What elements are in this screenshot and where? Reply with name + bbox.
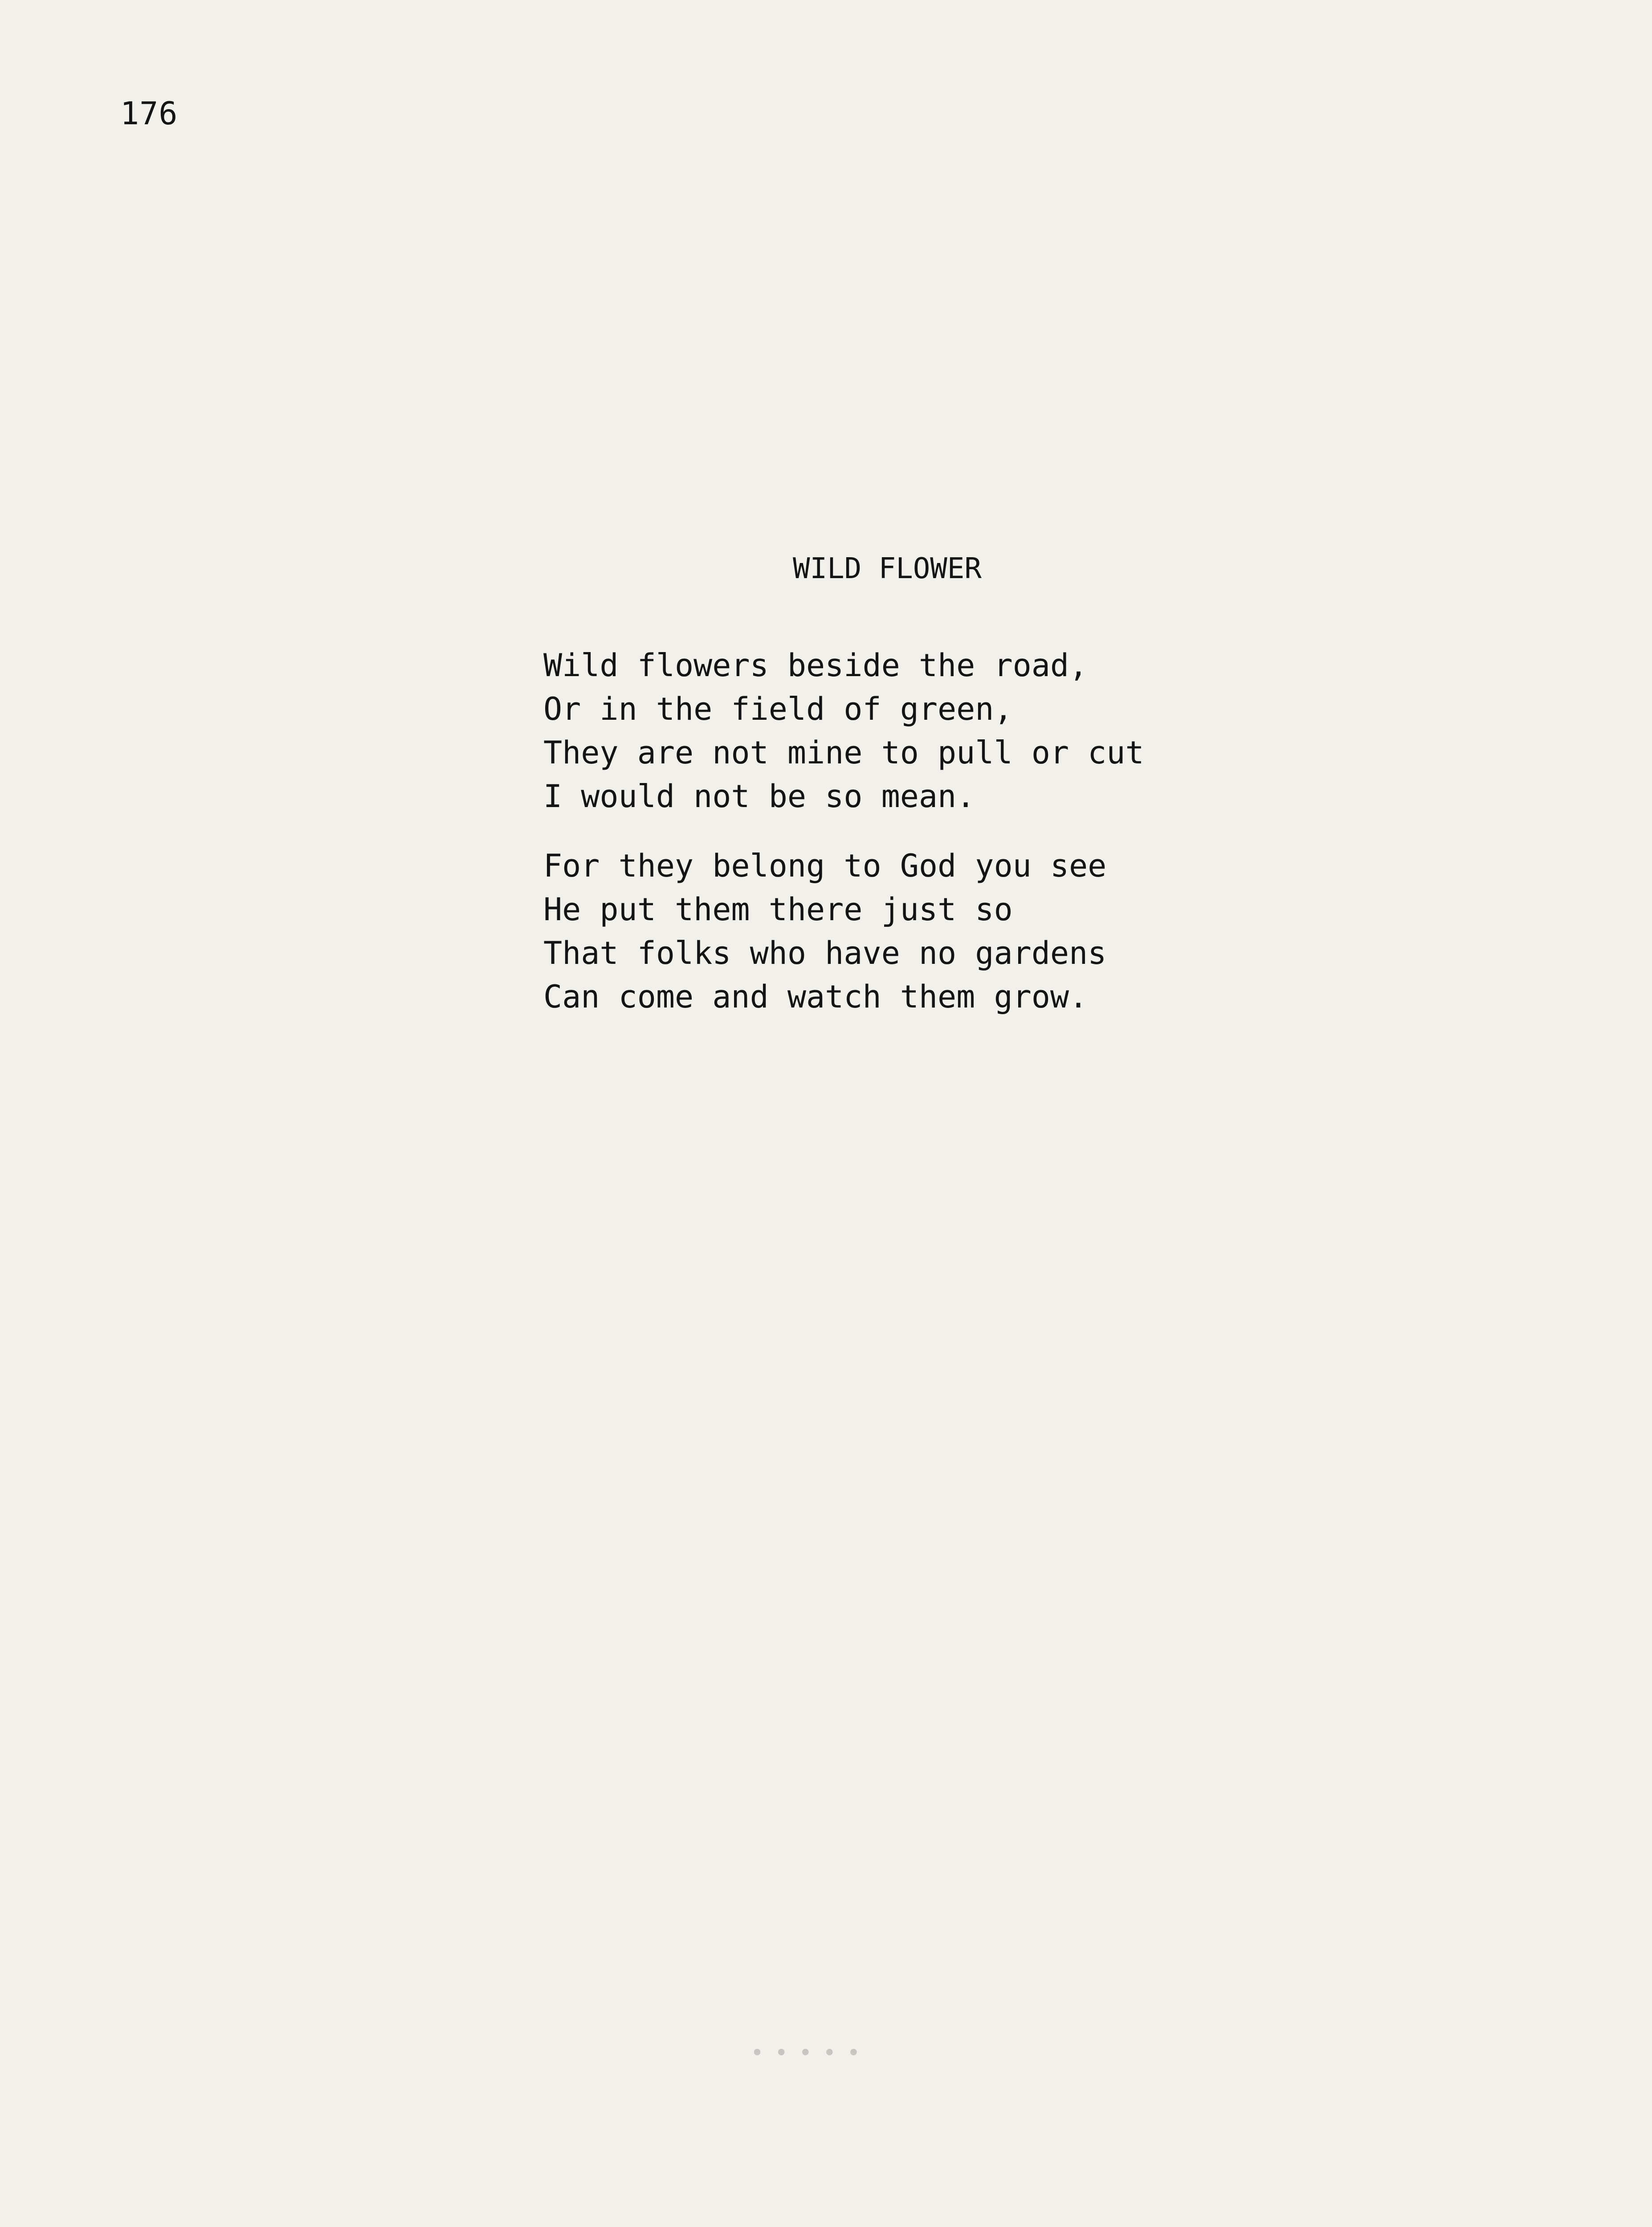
poem-line: I would not be so mean.: [543, 778, 975, 815]
poem-line: That folks who have no gardens: [543, 935, 1107, 971]
poem-line: Or in the field of green,: [543, 691, 1013, 727]
footer-ornament: •••••: [751, 2040, 871, 2066]
poem-line: They are not mine to pull or cut: [543, 734, 1144, 771]
poem-line: For they belong to God you see: [543, 848, 1107, 884]
poem-line: Wild flowers beside the road,: [543, 647, 1088, 684]
poem-stanza-1: [543, 644, 1144, 818]
poem-line: Can come and watch them grow.: [543, 979, 1088, 1015]
poem-line: He put them there just so: [543, 891, 1013, 928]
poem-title: WILD FLOWER: [793, 552, 982, 585]
poem-stanza-2: [543, 844, 1106, 1019]
page-number: 176: [120, 95, 178, 132]
